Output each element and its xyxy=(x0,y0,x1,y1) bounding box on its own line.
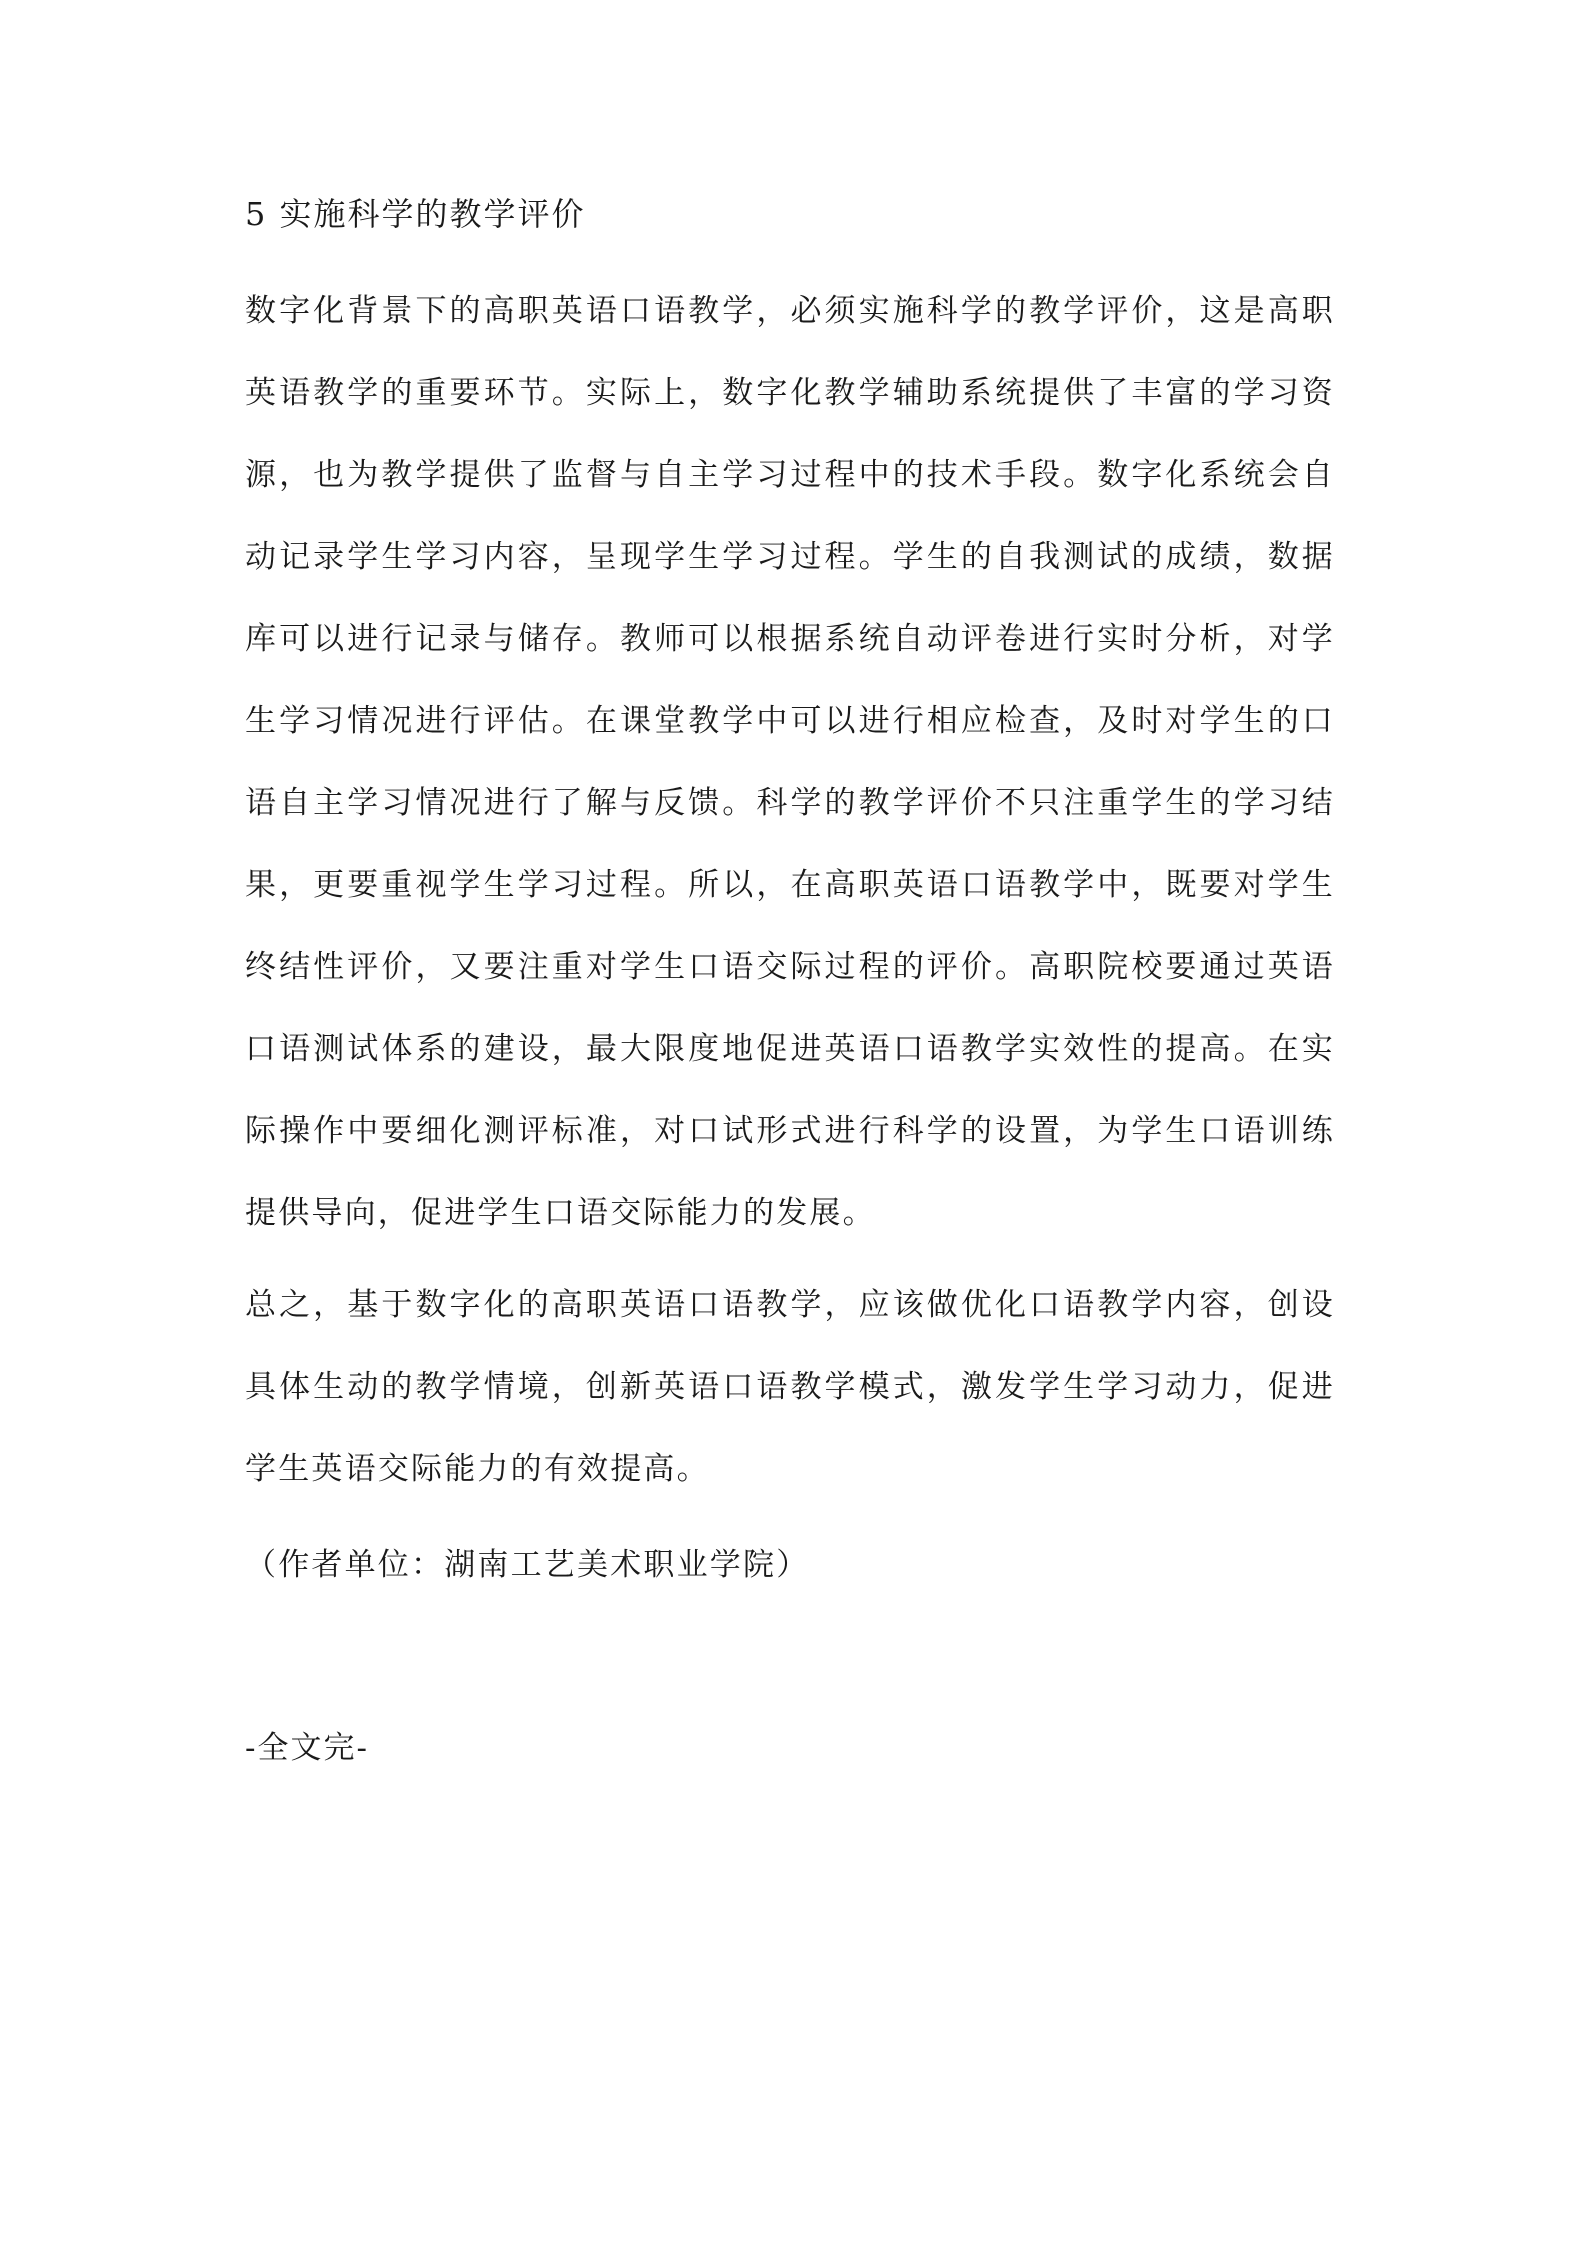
section-heading: 5 实施科学的教学评价 xyxy=(245,195,586,233)
body-paragraph-evaluation: 数字化背景下的高职英语口语教学，必须实施科学的教学评价，这是高职英语教学的重要环节。实际上，数字化教学辅助系统提供了丰富的学习资源，也为教学提供了监督与自主学习过程中的技术手段。数字化系统会自动记录学生学习内容，呈现学生学习过程。学生的自我测试的成绩，数据库可以进行记录与储存。教师可以根据系统自动评卷进行实时分析，对学生学习情况进行评估。在课堂教学中可以进行相应检查，及时对学生的口语自主学习情况进行了解与反馈。科学的教学评价不只注重学生的学习结果，更要重视学生学习过程。所以，在高职英语口语教学中，既要对学生终结性评价，又要注重对学生口语交际过程的评价。高职院校要通过英语口语测试体系的建设，最大限度地促进英语口语教学实效性的提高。在实际操作中要细化测评标准，对口试形式进行科学的设置，为学生口语训练提供导向，促进学生口语交际能力的发展。 xyxy=(245,293,1335,1231)
document-body xyxy=(245,190,1335,1772)
body-paragraph-conclusion: 总之，基于数字化的高职英语口语教学，应该做优化口语教学内容，创设具体生动的教学情境，创新英语口语教学模式，激发学生学习动力，促进学生英语交际能力的有效提高。 xyxy=(245,1287,1335,1487)
end-of-text-mark: -全文完- xyxy=(245,1730,369,1766)
author-affiliation: （作者单位：湖南工艺美术职业学院） xyxy=(245,1547,810,1583)
